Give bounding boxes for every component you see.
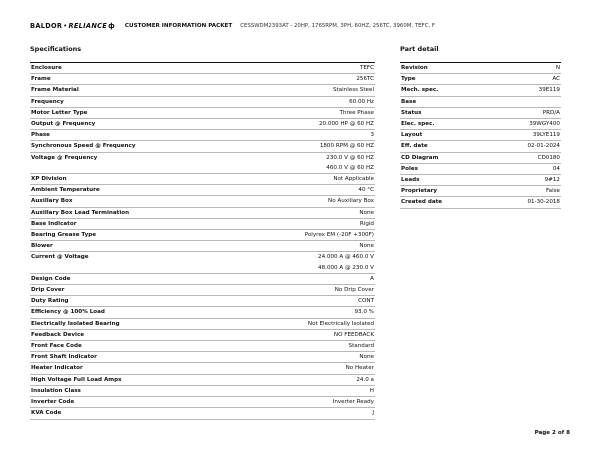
spec-value: [237, 107, 375, 118]
spec-label: Bearing Grease Type: [30, 230, 237, 241]
spec-value-line: No Heater: [345, 365, 374, 372]
part-row: [400, 74, 561, 85]
part-label: Leads: [400, 175, 489, 186]
spec-label: Motor Letter Type: [30, 107, 237, 118]
part-value: 39WGY400: [489, 119, 561, 130]
spec-row: [30, 230, 375, 241]
spec-value: [237, 273, 375, 284]
spec-value: [237, 218, 375, 229]
part-label: Created date: [400, 197, 489, 208]
spec-row: [30, 130, 375, 141]
part-row: [400, 63, 561, 74]
spec-value-line: 24.0 a: [356, 376, 374, 383]
part-value: 02-01-2024: [489, 141, 561, 152]
spec-value: [237, 363, 375, 374]
spec-label: Design Code: [30, 273, 237, 284]
spec-value-line: CONT: [358, 298, 374, 305]
spec-row: [30, 96, 375, 107]
spec-value: [237, 397, 375, 408]
spec-label: Output @ Frequency: [30, 119, 237, 130]
spec-row: [30, 385, 375, 396]
spec-label: Phase: [30, 130, 237, 141]
spec-row: [30, 408, 375, 419]
part-label: Revision: [400, 63, 489, 74]
spec-label: Enclosure: [30, 63, 237, 74]
spec-row: [30, 273, 375, 284]
spec-value: [237, 318, 375, 329]
part-value: CD0180: [489, 152, 561, 163]
spec-value: [237, 185, 375, 196]
spec-label: Voltage @ Frequency: [30, 152, 237, 173]
spec-label: Drip Cover: [30, 285, 237, 296]
part-row: [400, 163, 561, 174]
spec-row: [30, 74, 375, 85]
spec-value-line: 1800 RPM @ 60 HZ: [319, 143, 374, 150]
spec-label: Frame: [30, 74, 237, 85]
spec-value: [237, 374, 375, 385]
spec-row: [30, 207, 375, 218]
spec-value: [237, 385, 375, 396]
part-value: AC: [489, 74, 561, 85]
spec-row: [30, 252, 375, 273]
document-header: [30, 20, 435, 32]
spec-value: [237, 307, 375, 318]
part-value: 39E119: [489, 85, 561, 96]
spec-row: [30, 152, 375, 173]
spec-value-line: Three Phase: [339, 109, 374, 116]
spec-value-line: H: [369, 387, 374, 394]
part-label: Base: [400, 96, 489, 107]
spec-row: [30, 352, 375, 363]
spec-label: Auxillary Box: [30, 196, 237, 207]
part-value: 9#12: [489, 175, 561, 186]
part-value: False: [489, 186, 561, 197]
spec-row: [30, 341, 375, 352]
spec-value: [237, 230, 375, 241]
spec-row: [30, 363, 375, 374]
part-row: [400, 96, 561, 107]
spec-row: [30, 397, 375, 408]
part-value: N: [489, 63, 561, 74]
spec-value-line: Stainless Steel: [332, 87, 374, 94]
packet-title: CUSTOMER INFORMATION PACKET: [124, 23, 233, 29]
spec-label: Inverter Code: [30, 397, 237, 408]
spec-value: [237, 85, 375, 96]
spec-label: Insulation Class: [30, 385, 237, 396]
spec-value-line: A: [370, 275, 374, 282]
spec-value-line: 256TC: [356, 76, 374, 83]
spec-value: [237, 285, 375, 296]
spec-row: [30, 307, 375, 318]
spec-value-line: 20.000 HP @ 60 HZ: [318, 121, 374, 128]
spec-value: [237, 96, 375, 107]
spec-value-line: J: [372, 410, 374, 417]
part-row: [400, 152, 561, 163]
part-row: [400, 85, 561, 96]
spec-label: Duty Rating: [30, 296, 237, 307]
spec-label: XP Division: [30, 174, 237, 185]
spec-label: Synchronous Speed @ Frequency: [30, 141, 237, 152]
spec-value-line: No Auxillary Box: [328, 198, 374, 205]
spec-value: [237, 408, 375, 419]
spec-label: Electrically Isolated Bearing: [30, 318, 237, 329]
spec-label: Heater Indicator: [30, 363, 237, 374]
spec-value: [237, 341, 375, 352]
brand-logo: BALDOR•RELIANCE ф: [30, 22, 115, 30]
part-value: 04: [489, 163, 561, 174]
spec-value: [237, 74, 375, 85]
spec-label: Frame Material: [30, 85, 237, 96]
spec-value-line: Inverter Ready: [332, 399, 374, 406]
spec-value-line: 3: [370, 132, 374, 139]
spec-value-line: None: [359, 209, 374, 216]
spec-label: KVA Code: [30, 408, 237, 419]
spec-value-line: 93.0 %: [354, 309, 374, 316]
spec-value-line: 40 °C: [358, 187, 374, 194]
spec-label: Blower: [30, 241, 237, 252]
model-description: CESSWDM2393AT - 20HP, 1765RPM, 3PH, 60HZ, 256TC, 3960M, TEFC, F: [240, 23, 435, 29]
part-label: Type: [400, 74, 489, 85]
spec-value: [237, 329, 375, 340]
part-label: Proprietary: [400, 186, 489, 197]
spec-value: [237, 352, 375, 363]
spec-value-line: 48.000 A @ 230.0 V: [318, 264, 374, 271]
part-value: PRD/A: [489, 107, 561, 118]
part-row: [400, 197, 561, 208]
spec-value-line: None: [359, 243, 374, 250]
specifications-table: [30, 62, 375, 420]
spec-value: [237, 119, 375, 130]
part-detail-table: [400, 62, 561, 209]
spec-row: [30, 185, 375, 196]
part-label: Poles: [400, 163, 489, 174]
spec-label: Front Shaft Indicator: [30, 352, 237, 363]
spec-row: [30, 318, 375, 329]
part-label: Layout: [400, 130, 489, 141]
spec-row: [30, 374, 375, 385]
spec-row: [30, 107, 375, 118]
spec-value-line: 60.00 Hz: [349, 98, 374, 105]
spec-value-line: Rigid: [359, 220, 374, 227]
spec-value-line: No Drip Cover: [334, 287, 374, 294]
part-value: 39LYE119: [489, 130, 561, 141]
spec-row: [30, 329, 375, 340]
part-label: Eff. date: [400, 141, 489, 152]
spec-row: [30, 85, 375, 96]
spec-label: Auxillary Box Lead Termination: [30, 207, 237, 218]
part-row: [400, 141, 561, 152]
spec-label: High Voltage Full Load Amps: [30, 374, 237, 385]
part-value: [489, 96, 561, 107]
spec-value: [237, 152, 375, 173]
page-number: Page 2 of 8: [534, 430, 570, 436]
spec-value-line: Standard: [348, 343, 374, 350]
spec-label: Frequency: [30, 96, 237, 107]
spec-value-line: NO FEEDBACK: [333, 331, 374, 338]
spec-value-line: Not Applicable: [333, 176, 374, 183]
part-label: Mech. spec.: [400, 85, 489, 96]
spec-value: [237, 63, 375, 74]
spec-value: [237, 241, 375, 252]
spec-value: [237, 252, 375, 273]
spec-row: [30, 174, 375, 185]
spec-value: [237, 296, 375, 307]
spec-label: Feedback Device: [30, 329, 237, 340]
spec-row: [30, 296, 375, 307]
spec-label: Base Indicator: [30, 218, 237, 229]
spec-value: [237, 130, 375, 141]
spec-value: [237, 196, 375, 207]
spec-value-line: None: [359, 354, 374, 361]
part-label: Elec. spec.: [400, 119, 489, 130]
spec-value-line: 24.000 A @ 460.0 V: [318, 254, 374, 261]
spec-value: [237, 207, 375, 218]
spec-label: Front Face Code: [30, 341, 237, 352]
part-row: [400, 107, 561, 118]
spec-label: Ambient Temperature: [30, 185, 237, 196]
part-row: [400, 186, 561, 197]
part-value: 01-30-2018: [489, 197, 561, 208]
part-detail-title: Part detail: [400, 45, 439, 53]
spec-value-line: TEFC: [359, 65, 374, 71]
spec-row: [30, 119, 375, 130]
spec-value: [237, 141, 375, 152]
spec-row: [30, 218, 375, 229]
part-label: Status: [400, 107, 489, 118]
spec-value-line: Not Electrically Isolated: [307, 320, 374, 327]
spec-label: Current @ Voltage: [30, 252, 237, 273]
spec-value-line: 230.0 V @ 60 HZ: [326, 154, 374, 161]
spec-row: [30, 63, 375, 74]
spec-row: [30, 196, 375, 207]
part-row: [400, 175, 561, 186]
spec-value-line: 460.0 V @ 60 HZ: [326, 164, 374, 171]
part-row: [400, 119, 561, 130]
spec-row: [30, 141, 375, 152]
spec-value-line: Polyrex EM (-20F +300F): [304, 232, 374, 239]
specifications-title: Specifications: [30, 45, 82, 53]
part-label: CD Diagram: [400, 152, 489, 163]
spec-label: Efficiency @ 100% Load: [30, 307, 237, 318]
part-row: [400, 130, 561, 141]
spec-row: [30, 285, 375, 296]
spec-row: [30, 241, 375, 252]
spec-value: [237, 174, 375, 185]
